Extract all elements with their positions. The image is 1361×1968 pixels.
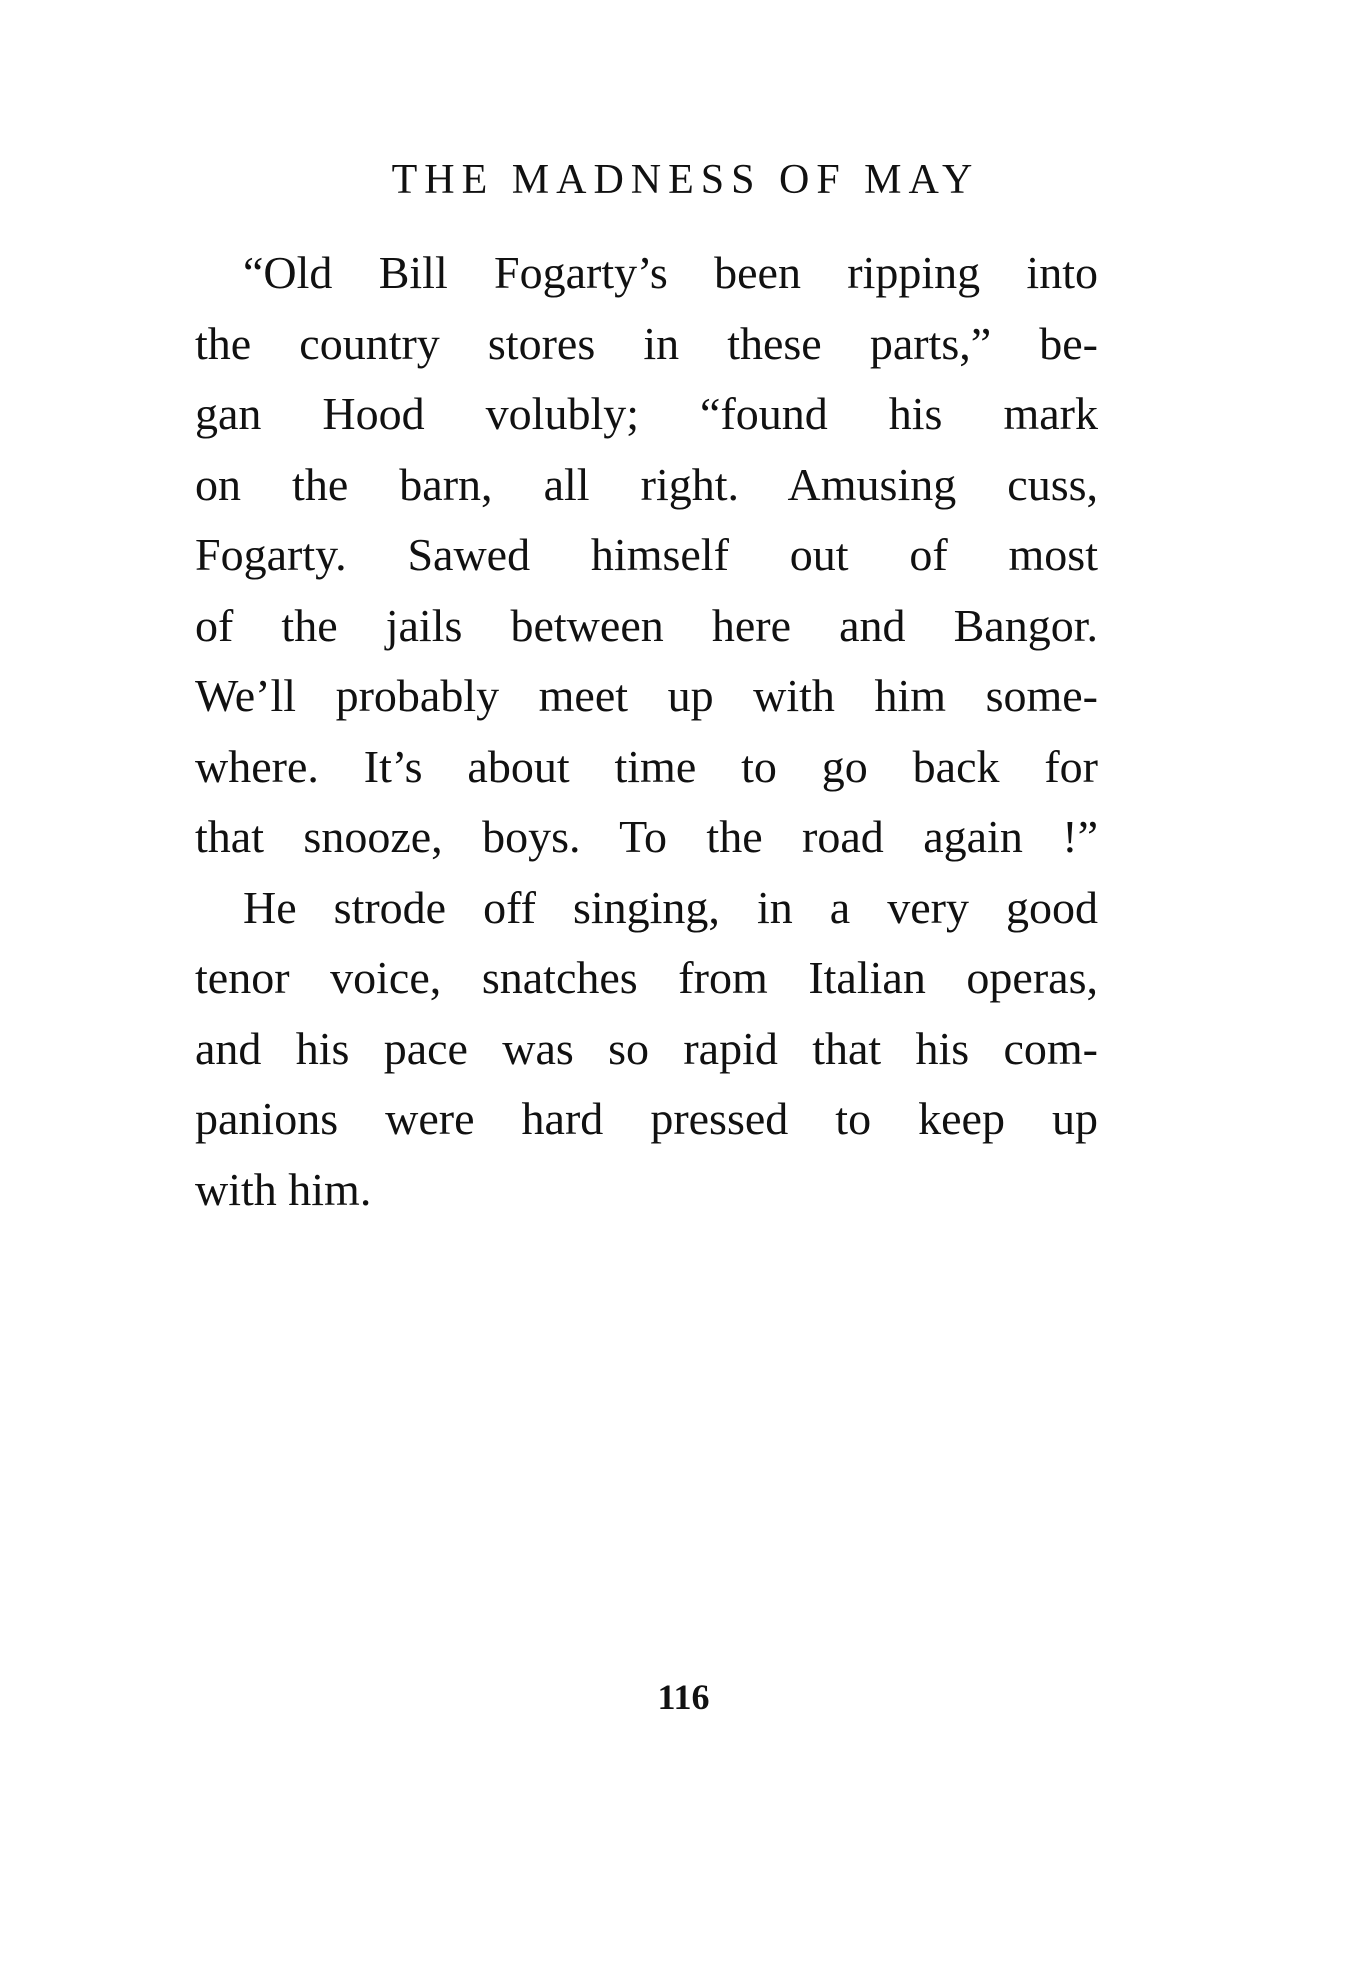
paragraph-1-line-1: “Old Bill Fogarty’s been ripping into: [243, 247, 1098, 298]
running-head: THE MADNESS OF MAY: [391, 157, 980, 203]
paragraph-2-line-5: with him.: [195, 1163, 372, 1215]
paragraph-2-line-4: panions were hard pressed to keep up: [195, 1093, 1098, 1144]
paragraph-1-line-2: the country stores in these parts,” be-: [195, 317, 1098, 369]
paragraph-2-line-1: He strode off singing, in a very good: [243, 881, 1098, 933]
paragraph-1-line-3: gan Hood volubly; “found his mark: [195, 388, 1098, 439]
paragraph-2-line-2: tenor voice, snatches from Italian operas,: [195, 952, 1098, 1003]
paragraph-1-line-7: We’ll probably meet up with him some-: [195, 670, 1098, 721]
page-number: 116: [657, 1677, 710, 1717]
paragraph-1-line-5: Fogarty. Sawed himself out of most: [195, 529, 1098, 580]
paragraph-1-line-4: on the barn, all right. Amusing cuss,: [195, 458, 1098, 510]
paragraph-1-line-8: where. It’s about time to go back for: [195, 740, 1098, 792]
body-text: [195, 238, 1098, 1225]
paragraph-1-line-9: that snooze, boys. To the road again !”: [195, 811, 1098, 862]
paragraph-2-line-3: and his pace was so rapid that his com-: [195, 1022, 1098, 1074]
paragraph-1-line-6: of the jails between here and Bangor.: [195, 599, 1098, 651]
